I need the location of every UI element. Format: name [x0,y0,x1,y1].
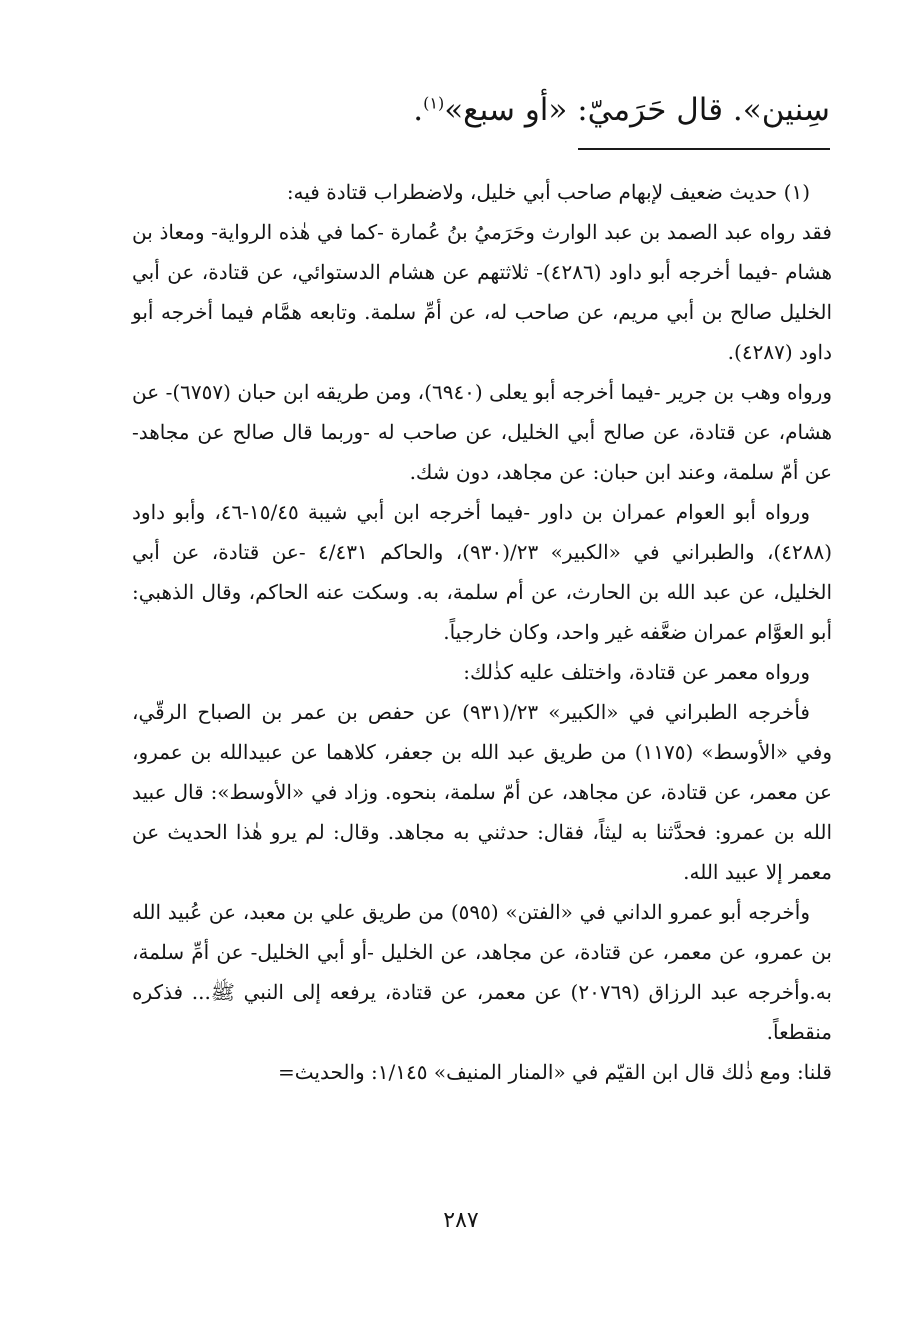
footnotes-section [132,172,832,1092]
footnote-paragraph: ورواه أبو العوام عمران بن داور -فيما أخرجه ابن أبي شيبة ١٥/٤٥-٤٦، وأبو داود (٤٢٨٨)، والطبراني في «الكبير» ٢٣/(٩٣٠)، والحاكم ٤/٤٣١ -عن قتادة، عن أبي الخليل، عن عبد الله بن الحارث، عن أم سلمة، به. وسكت عنه الحاكم، وقال الذهبي: أبو العوَّام عمران ضعَّفه غير واحد، وكان خارجياً. [132,500,832,644]
page-number: ٢٨٧ [443,1208,479,1233]
footnote-paragraph: ورواه معمر عن قتادة، واختلف عليه كذٰلك: [463,660,810,684]
footnote-heading: (١) حديث ضعيف لإبهام صاحب أبي خليل، ولاضطراب قتادة فيه: [286,180,810,204]
main-text-end: . [413,92,424,128]
footnote-paragraph: وأخرجه أبو عمرو الداني في «الفتن» (٥٩٥) من طريق علي بن معبد، عن عُبيد الله بن عمرو، عن معمر، عن قتادة، عن مجاهد، عن الخليل -أو أبي الخليل- عن أمِّ سلمة، به.وأخرجه عبد الرزاق (٢٠٧٦٩) عن معمر، عن قتادة، يرفعه إلى النبي ﷺ... فذكره منقطعاً. [132,900,832,1044]
footnote-paragraph: ورواه وهب بن جرير -فيما أخرجه أبو يعلى (٦٩٤٠)، ومن طريقه ابن حبان (٦٧٥٧)- عن هشام، عن قتادة، عن صالح أبي الخليل، عن صاحب له -وربما قال صالح عن مجاهد- عن أمّ سلمة، وعند ابن حبان: عن مجاهد، دون شك. [132,380,832,484]
footnote-paragraph: فأخرجه الطبراني في «الكبير» ٢٣/(٩٣١) عن حفص بن عمر بن الصباح الرقّي، وفي «الأوسط» (١١٧٥) من طريق عبد الله بن جعفر، كلاهما عن عبيدالله بن عمرو، عن معمر، عن قتادة، عن مجاهد، عن أمّ سلمة، بنحوه. وزاد في «الأوسط»: قال عبيد الله بن عمرو: فحدَّثنا به ليثاً، فقال: حدثني به مجاهد. وقال: لم يرو هٰذا الحديث عن معمر إلا عبيد الله. [132,700,832,884]
main-text-line [70,88,830,132]
footnote-reference: (١) [423,93,445,113]
footnote-paragraph: فقد رواه عبد الصمد بن عبد الوارث وحَرَميُ بنُ عُمارة -كما في هٰذه الرواية- ومعاذ بن هشام -فيما أخرجه أبو داود (٤٢٨٦)- ثلاثتهم عن هشام الدستوائي، عن قتادة، عن أبي الخليل صالح بن أبي مريم، عن صاحب له، عن أمِّ سلمة. وتابعه همَّام فيما أخرجه أبو داود (٤٢٨٧). [132,220,832,364]
footnote-separator [578,148,830,150]
main-text: سِنين». قال حَرَميّ: «أو سبع» [444,92,830,128]
footnote-paragraph: قلنا: ومع ذٰلك قال ابن القيّم في «المنار المنيف» ١/١٤٥: والحديث= [278,1060,832,1084]
